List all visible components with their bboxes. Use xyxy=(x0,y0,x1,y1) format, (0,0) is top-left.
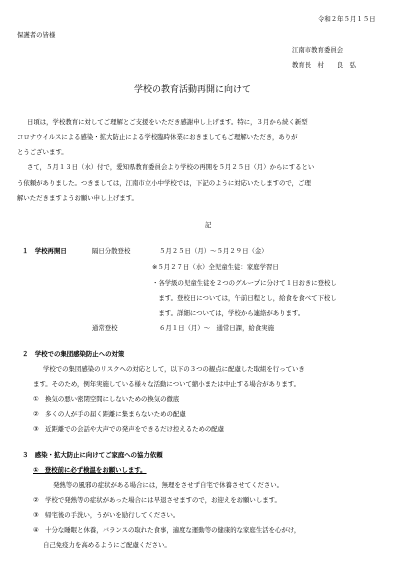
list-item: ③ 帰宅後の手洗い，うがいを励行してください。 xyxy=(33,511,180,519)
section3-heading: ３ 感染・拡大防止に向けてご家庭への協力依頼 xyxy=(22,451,163,459)
list-item: ③ 近距離での会話や大声での発声をできるだけ控えるための配慮 xyxy=(33,425,225,433)
temperature-request: ① 登校前に必ず検温をお願いします。 xyxy=(33,466,147,474)
intro-line: 日頃は，学校教育に対してご理解とご支援をいただき感謝申し上げます。特に，３月から続く新型 xyxy=(27,118,308,126)
list-item: ② 学校で発熱等の症状があった場合には早退させますので，お迎えをお願いします。 xyxy=(33,496,281,504)
section2-body-line: ます。そのため，例年実施している様々な活動について縮小または中止する場合があります。 xyxy=(33,380,300,388)
section1-heading: １ 学校再開日 xyxy=(22,247,67,255)
intro-line: とうございます。 xyxy=(17,148,68,156)
intro-line: さて，５月１３日（水）付で，愛知県教育委員会より学校の再開を５月２５日（月）からにするとい xyxy=(27,163,315,171)
split-dates: ５月２５日（月）～５月２９日（金） xyxy=(159,247,268,255)
list-item-body: 発熱等の風邪の症状がある場合には，無理をさせず自宅で休養させてください。 xyxy=(53,481,284,489)
intro-line: コロナウイルスによる感染・拡大防止による学校臨時休業におきましてもご理解いただき，ありが xyxy=(17,133,298,141)
intro-line: う依頼がありました。つきましては，江南市立小中学校では，下記のように対応いたしますので，ご理 xyxy=(17,179,311,187)
normal-label: 通常登校 xyxy=(92,324,118,332)
page-title: 学校の教育活動再開に向けて xyxy=(134,85,252,95)
bullet-line: ます。詳細については，学校から連絡があります。 xyxy=(152,309,305,317)
list-item: ① 換気の悪い密閉空間にしないための換気の徹底 xyxy=(33,395,180,403)
list-item: ④ 十分な睡眠と休養，バランスの取れた食事，適度な運動等の健康的な家庭生活を心がけ， xyxy=(33,526,301,534)
list-item: ② 多くの人が手の届く距離に集まらないための配慮 xyxy=(33,410,186,418)
split-label: 隔日分散登校 xyxy=(92,247,131,255)
sender-org: 江南市教育委員会 xyxy=(292,46,344,54)
intro-line: 解いただきますようお願い申し上げます。 xyxy=(17,194,138,202)
list-item-continuation: 自己免疫力を高めるようにご配慮ください。 xyxy=(43,541,171,549)
addressee: 保護者の皆様 xyxy=(17,31,56,39)
note-home-study: ※５月２７日（水）全児童生徒：家庭学習日 xyxy=(152,263,279,271)
bullet-line: ・各学級の児童生徒を２つのグループに分けて１日おきに登校し xyxy=(152,279,337,287)
sender-person: 教育長 村 良 弘 xyxy=(292,61,356,69)
bullet-line: ます。登校日については，午前日程とし，給食を食べて下校し xyxy=(152,294,337,302)
section2-body-line: 学校での集団感染のリスクへの対応として，以下の３つの観点に配慮した取組を行っていき xyxy=(43,365,305,373)
section2-heading: ２ 学校での集団感染防止への対策 xyxy=(22,350,125,358)
date: 令和２年５月１５日 xyxy=(318,15,376,23)
ki-marker: 記 xyxy=(205,221,212,229)
normal-dates: ６月１日（月）～ 通常日課，給食実施 xyxy=(159,324,275,332)
